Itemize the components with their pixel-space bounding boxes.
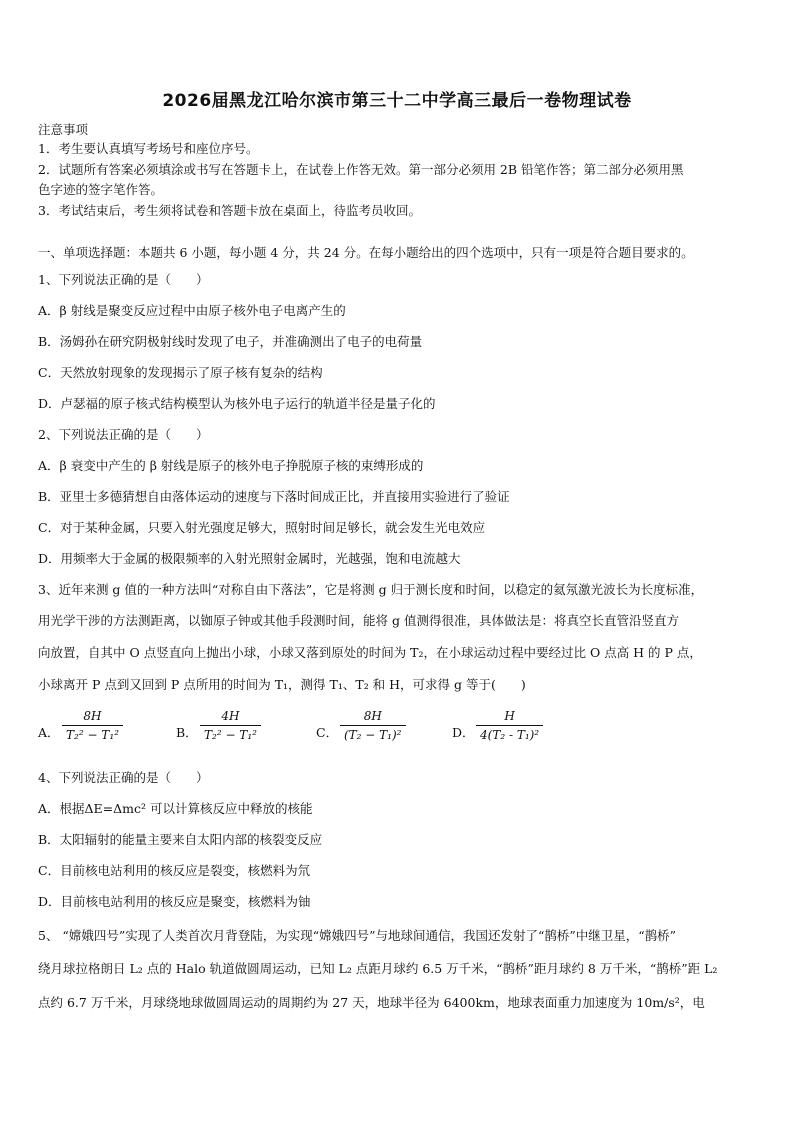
fraction-denominator: 4(T₂ - T₁)² [480,728,540,742]
question-3-line: 小球离开 P 点到又回到 P 点所用的时间为 T₁，测得 T₁、T₂ 和 H，可求得 g 等于( ) [38,677,526,692]
question-3-option-d-fraction [476,709,543,742]
question-3-option-a-label: A． [38,725,60,740]
fraction-denominator: T₂² − T₁² [204,728,257,742]
question-2-option-b: B．亚里士多德猜想自由落体运动的速度与下落时间成正比，并直接用实验进行了验证 [38,489,510,504]
question-3-option-a-fraction [62,709,123,742]
question-3-line: 向放置，自其中 O 点竖直向上抛出小球，小球又落到原处的时间为 T₂，在小球运动过程中要经过比 O 点高 H 的 P 点， [38,645,702,660]
fraction-bar [200,725,261,726]
question-3-option-c-fraction [340,709,406,742]
fraction-numerator: 8H [363,709,382,723]
fraction-bar [340,725,406,726]
fraction-denominator: (T₂ − T₁)² [344,728,402,742]
question-3-option-d-label: D． [452,725,475,740]
question-4-option-d: D．目前核电站利用的核反应是聚变，核燃料为铀 [38,894,311,909]
question-3-option-c-label: C． [316,725,339,740]
fraction-bar [476,725,543,726]
fraction-numerator: 4H [221,709,240,723]
question-1-option-c: C．天然放射现象的发现揭示了原子核有复杂的结构 [38,365,323,380]
question-1-stem: 1、下列说法正确的是（ ） [38,272,209,287]
question-3-line: 3、近年来测 g 值的一种方法叫“对称自由下落法”，它是将测 g 归于测长度和时间，以稳定的氦氖激光波长为长度标准， [38,582,704,597]
question-3-option-b-fraction [200,709,261,742]
question-2-stem: 2、下列说法正确的是（ ） [38,427,209,442]
question-2-option-c: C．对于某种金属，只要入射光强度足够大，照射时间足够长，就会发生光电效应 [38,520,486,535]
question-5-line: 绕月球拉格朗日 L₂ 点的 Halo 轨道做圆周运动，已知 L₂ 点距月球约 6.5 万千米，“鹊桥”距月球约 8 万千米，“鹊桥”距 L₂ [38,961,718,976]
notice-heading: 注意事项 [38,122,89,137]
question-1-option-b: B．汤姆孙在研究阴极射线时发现了电子，并准确测出了电子的电荷量 [38,334,423,349]
question-4-option-b: B．太阳辐射的能量主要来自太阳内部的核裂变反应 [38,832,323,847]
section-heading: 一、单项选择题：本题共 6 小题，每小题 4 分，共 24 分。在每小题给出的四个选项中，只有一项是符合题目要求的。 [38,245,694,260]
question-4-option-c: C．目前核电站利用的核反应是裂变，核燃料为氘 [38,863,311,878]
question-4-option-a: A．根据ΔE=Δmc² 可以计算核反应中释放的核能 [38,801,313,816]
question-1-option-a: A．β 射线是聚变反应过程中由原子核外电子电离产生的 [38,303,346,318]
question-4-stem: 4、下列说法正确的是（ ） [38,770,209,785]
question-5-line: 5、 “嫦娥四号”实现了人类首次月背登陆，为实现“嫦娥四号”与地球间通信，我国还发射了“鹊桥”中继卫星，“鹊桥” [38,928,677,943]
question-3-option-b-label: B． [176,725,198,740]
notice-item: 色字迹的签字笔作答。 [38,182,164,197]
fraction-numerator: H [504,709,515,723]
question-2-option-d: D．用频率大于金属的极限频率的入射光照射金属时，光越强，饱和电流越大 [38,551,461,566]
question-1-option-d: D．卢瑟福的原子核式结构模型认为核外电子运行的轨道半径是量子化的 [38,396,436,411]
notice-item: 3．考试结束后，考生须将试卷和答题卡放在桌面上，待监考员收回。 [38,203,421,218]
question-2-option-a: A．β 衰变中产生的 β 射线是原子的核外电子挣脱原子核的束缚形成的 [38,458,424,473]
fraction-denominator: T₂² − T₁² [66,728,119,742]
question-5-line: 点约 6.7 万千米，月球绕地球做圆周运动的周期约为 27 天，地球半径为 6400km，地球表面重力加速度为 10m/s²，电 [38,995,705,1010]
notice-item: 1．考生要认真填写考场号和座位序号。 [38,141,259,156]
notice-item: 2．试题所有答案必须填涂或书写在答题卡上，在试卷上作答无效。第一部分必须用 2B 铅笔作答；第二部分必须用黑 [38,162,684,177]
fraction-numerator: 8H [83,709,102,723]
page-title: 2026届黑龙江哈尔滨市第三十二中学高三最后一卷物理试卷 [162,91,632,111]
question-3-line: 用光学干涉的方法测距离，以铷原子钟或其他手段测时间，能将 g 值测得很准，具体做法是：将真空长直管沿竖直方 [38,613,679,628]
fraction-bar [62,725,123,726]
